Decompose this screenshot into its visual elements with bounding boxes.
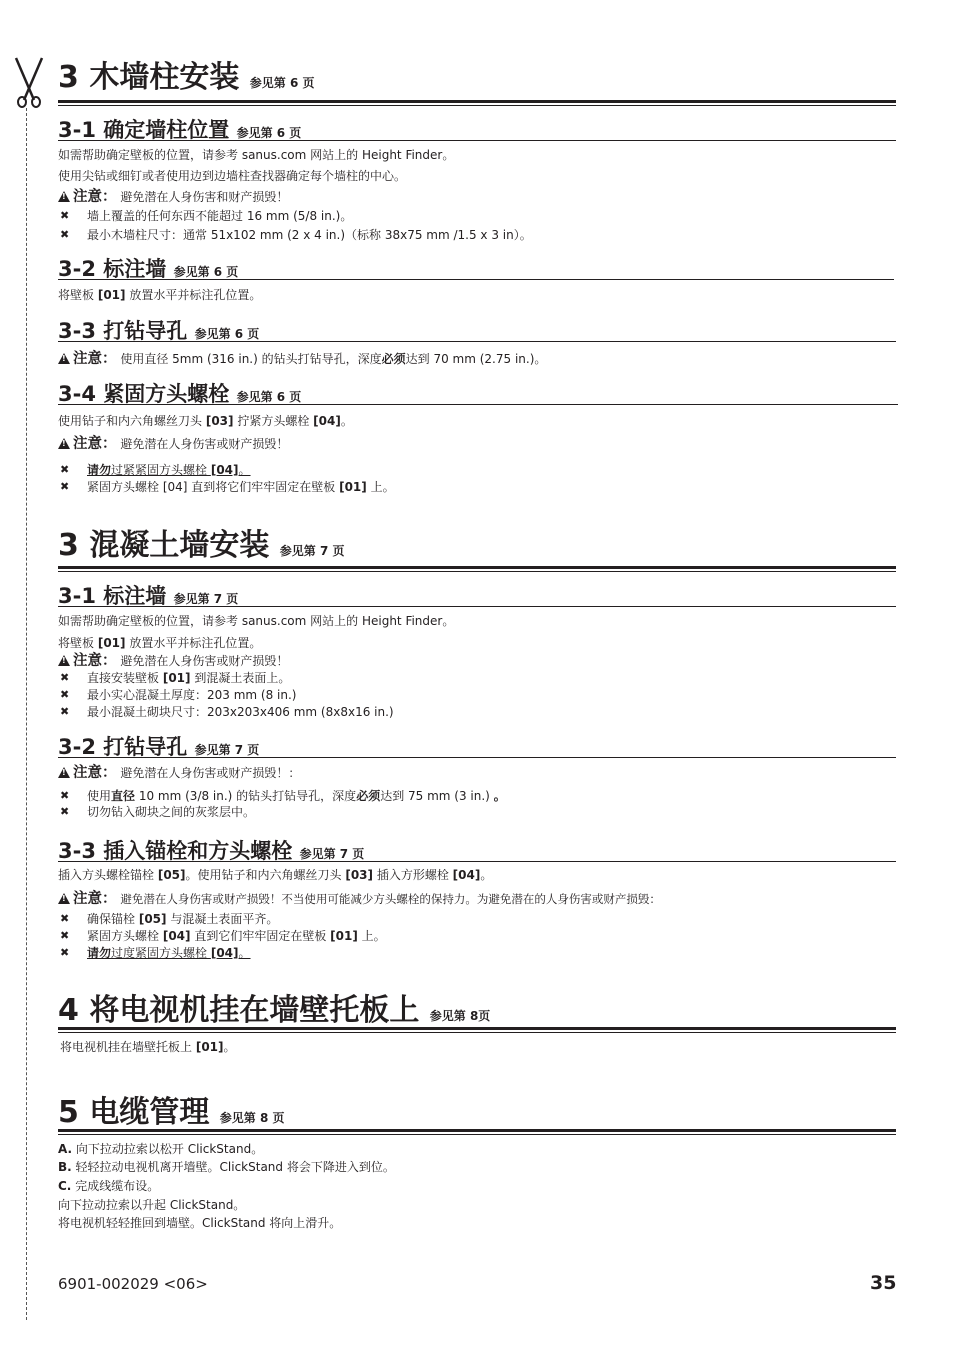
list-item: 请勿过度紧固方头螺栓 [04]。 xyxy=(87,946,251,960)
caution-label: 注意： xyxy=(73,765,117,781)
section-number: 5 xyxy=(58,1095,79,1130)
subsection-number: 3-1 xyxy=(58,118,96,142)
section-number: 3 xyxy=(58,528,79,563)
bullet-icon: ✖ xyxy=(60,946,70,959)
list-item: 最小混凝土砌块尺寸：203x203x406 mm (8x8x16 in.) xyxy=(87,705,394,719)
page-ref: 参见第 7 页 xyxy=(279,544,345,558)
heading-rule xyxy=(58,1027,896,1033)
subheading-3-1-wood xyxy=(58,117,301,146)
page-ref: 参见第 6 页 xyxy=(249,76,315,90)
paragraph: 将壁板 [01] 放置水平并标注孔位置。 xyxy=(58,636,262,650)
warning-triangle-icon xyxy=(58,353,70,364)
list-item: 请勿过紧紧固方头螺栓 [04]。 xyxy=(87,463,251,477)
caution-label: 注意： xyxy=(73,891,117,907)
cut-line xyxy=(26,108,27,1320)
subheading-3-4-wood xyxy=(58,381,301,410)
caution-text: 避免潜在人身伤害或财产损毁！不当使用可能减少方头螺栓的保持力。为避免潜在的人身伤害或财产损毁： xyxy=(120,892,661,906)
warning-triangle-icon xyxy=(58,767,70,778)
paragraph: 将电视机轻轻推回到墙壁。ClickStand 将向上滑升。 xyxy=(58,1216,342,1230)
paragraph: 向下拉动拉索以升起 ClickStand。 xyxy=(58,1198,246,1212)
warning-triangle-icon xyxy=(58,655,70,666)
caution-line: !注意： 使用直径 5mm (316 in.) 的钻头打钻导孔，深度必须达到 70 mm (2.75 in.)。 xyxy=(58,350,546,368)
page-number: 35 xyxy=(870,1272,897,1294)
subsection-title: 标注墙 xyxy=(103,257,167,281)
warning-triangle-icon xyxy=(58,893,70,904)
caution-label: 注意： xyxy=(73,189,117,205)
caution-line xyxy=(58,890,661,908)
bullet-icon: ✖ xyxy=(60,912,70,925)
warning-triangle-icon xyxy=(58,438,70,449)
bullet-icon: ✖ xyxy=(60,463,70,476)
document-code: 6901-002029 <06> xyxy=(58,1275,208,1293)
page-ref: 参见第 6 页 xyxy=(173,265,239,279)
subheading-3-3-wood xyxy=(58,318,259,347)
subheading-rule xyxy=(58,404,898,405)
subsection-title: 确定墙柱位置 xyxy=(103,118,230,142)
list-item: 使用直径 10 mm (3/8 in.) 的钻头打钻导孔，深度必须达到 75 mm (3 in.) 。 xyxy=(87,789,506,803)
list-item: 最小木墙柱尺寸：通常 51x102 mm (2 x 4 in.)（标称 38x75 mm /1.5 x 3 in）。 xyxy=(87,228,532,242)
section-title: 混凝土墙安装 xyxy=(89,528,270,563)
bullet-icon: ✖ xyxy=(60,671,70,684)
section-heading-concrete xyxy=(58,528,345,569)
list-item: 最小实心混凝土厚度：203 mm (8 in.) xyxy=(87,688,297,702)
list-item: 直接安装壁板 [01] 到混凝土表面上。 xyxy=(87,671,291,685)
paragraph: 将电视机挂在墙壁托板上 [01]。 xyxy=(60,1040,236,1054)
heading-rule xyxy=(58,100,896,106)
subsection-number: 3-2 xyxy=(58,735,96,759)
paragraph: 如需帮助确定壁板的位置，请参考 sanus.com 网站上的 Height Finder。 xyxy=(58,148,455,162)
caution-line xyxy=(58,764,300,782)
page-ref: 参见第 7 页 xyxy=(173,592,239,606)
section-number: 3 xyxy=(58,60,79,95)
subheading-rule xyxy=(58,140,896,141)
paragraph: 插入方头螺栓锚栓 [05]。使用钻子和内六角螺丝刀头 [03] 插入方形螺栓 [04]。 xyxy=(58,868,493,882)
warning-triangle-icon xyxy=(58,191,70,202)
page-ref: 参见第 8页 xyxy=(429,1009,491,1023)
step-b: B. 轻轻拉动电视机离开墙壁。ClickStand 将会下降进入到位。 xyxy=(58,1160,395,1174)
subheading-rule xyxy=(58,861,896,862)
caution-label: 注意： xyxy=(73,351,117,367)
page-ref: 参见第 7 页 xyxy=(194,743,260,757)
paragraph: 如需帮助确定壁板的位置，请参考 sanus.com 网站上的 Height Finder。 xyxy=(58,614,455,628)
subheading-3-3-concrete xyxy=(58,838,364,867)
scissors-icon xyxy=(12,56,46,108)
list-item: 墙上覆盖的任何东西不能超过 16 mm (5/8 in.)。 xyxy=(87,209,353,223)
subsection-title: 打钻导孔 xyxy=(103,735,188,759)
caution-text: 避免潜在人身伤害或财产损毁！ xyxy=(120,437,289,451)
subsection-number: 3-2 xyxy=(58,257,96,281)
step-a: A. 向下拉动拉索以松开 ClickStand。 xyxy=(58,1142,264,1156)
subheading-3-2-wood xyxy=(58,256,238,285)
page-ref: 参见第 6 页 xyxy=(236,126,302,140)
paragraph: 将壁板 [01] 放置水平并标注孔位置。 xyxy=(58,288,262,302)
bullet-icon: ✖ xyxy=(60,789,70,802)
subsection-number: 3-1 xyxy=(58,584,96,608)
bullet-icon: ✖ xyxy=(60,228,70,241)
bullet-icon: ✖ xyxy=(60,688,70,701)
section-title: 电缆管理 xyxy=(89,1095,210,1130)
caution-text: 避免潜在人身伤害或财产损毁！ xyxy=(120,654,289,668)
bullet-icon: ✖ xyxy=(60,929,70,942)
caution-label: 注意： xyxy=(73,436,117,452)
list-item: 确保锚栓 [05] 与混凝土表面平齐。 xyxy=(87,912,279,926)
subsection-number: 3-3 xyxy=(58,839,96,863)
subsection-title: 紧固方头螺栓 xyxy=(103,382,230,406)
subheading-rule xyxy=(58,279,894,280)
subheading-3-1-concrete xyxy=(58,583,238,612)
subsection-title: 插入锚栓和方头螺栓 xyxy=(103,839,293,863)
subheading-rule xyxy=(58,757,896,758)
bullet-icon: ✖ xyxy=(60,705,70,718)
list-item: 紧固方头螺栓 [04] 直到它们牢牢固定在壁板 [01] 上。 xyxy=(87,929,386,943)
caution-text: 避免潜在人身伤害和财产损毁！ xyxy=(120,190,289,204)
list-item: 紧固方头螺栓 [04] 直到将它们牢牢固定在壁板 [01] 上。 xyxy=(87,480,395,494)
bullet-icon: ✖ xyxy=(60,209,70,222)
caution-text: 避免潜在人身伤害或财产损毁！： xyxy=(120,766,301,780)
paragraph: 使用尖钻或细钉或者使用边到边墙柱查找器确定每个墙柱的中心。 xyxy=(58,169,407,183)
page-ref: 参见第 8 页 xyxy=(219,1111,285,1125)
heading-rule xyxy=(58,1129,896,1135)
section-title: 木墙柱安装 xyxy=(89,60,240,95)
caution-label: 注意： xyxy=(73,653,117,669)
subheading-3-2-concrete xyxy=(58,734,259,763)
section-heading-wood xyxy=(58,60,315,101)
heading-rule xyxy=(58,566,896,572)
subheading-rule xyxy=(58,606,896,607)
section-number: 4 xyxy=(58,993,79,1028)
page-ref: 参见第 7 页 xyxy=(299,847,365,861)
caution-line xyxy=(58,652,288,670)
subsection-title: 标注墙 xyxy=(103,584,167,608)
page-ref: 参见第 6 页 xyxy=(236,390,302,404)
subsection-number: 3-4 xyxy=(58,382,96,406)
paragraph: 使用钻子和内六角螺丝刀头 [03] 拧紧方头螺栓 [04]。 xyxy=(58,414,353,428)
subsection-number: 3-3 xyxy=(58,319,96,343)
subheading-rule xyxy=(58,341,896,342)
subsection-title: 打钻导孔 xyxy=(103,319,188,343)
section-title: 将电视机挂在墙壁托板上 xyxy=(89,993,420,1028)
caution-line xyxy=(58,188,288,206)
step-c: C. 完成线缆布设。 xyxy=(58,1179,160,1193)
bullet-icon: ✖ xyxy=(60,805,70,818)
list-item: 切勿钻入砌块之间的灰浆层中。 xyxy=(87,805,256,819)
caution-line xyxy=(58,435,288,453)
bullet-icon: ✖ xyxy=(60,480,70,493)
page-ref: 参见第 6 页 xyxy=(194,327,260,341)
